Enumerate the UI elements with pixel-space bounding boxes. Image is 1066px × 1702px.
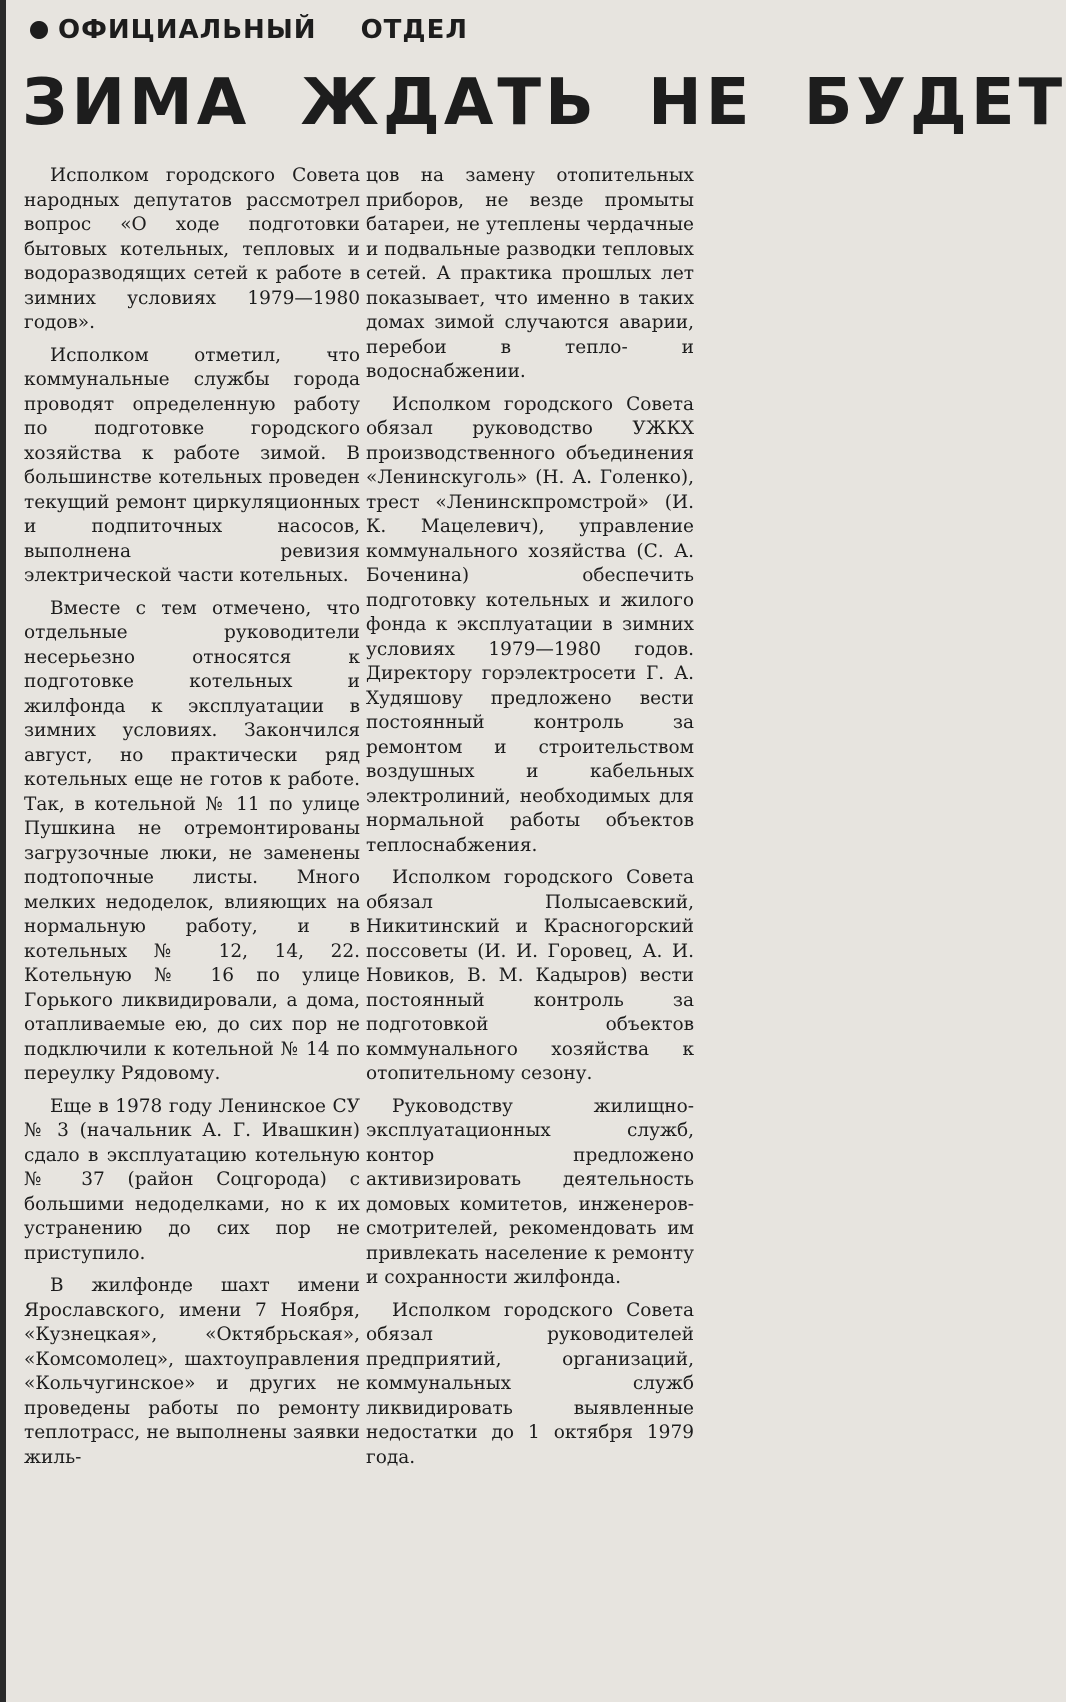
paragraph: Исполком городского Совета народных депутатов рассмотрел вопрос «О ходе подготовки бытовых котельных, тепловых и водоразводящих сетей к работе в зимних условиях 1979—1980 годов». <box>24 165 360 333</box>
paragraph: В жилфонде шахт имени Ярославского, имени 7 Ноября, «Кузнецкая», «Октябрьская», «Комсомолец», шахтоуправления «Кольчугинское» и других не проведены работы по ремонту теплотрасс, не выполнены заявки жиль- <box>24 1275 360 1468</box>
headline: ЗИМА ЖДАТЬ НЕ БУДЕТ <box>22 66 1066 140</box>
paragraph: Вместе с тем отмечено, что отдельные руководители несерьезно относятся к подготовке котельных и жилфонда к эксплуатации в зимних условиях. Закончился август, но практически ряд котельных еще не готов к работе. Так, в котельной № 11 по улице Пушкина не отремонтированы загрузочные люки, не заменены подтопочные листы. Много мелких недоделок, влияющих на нормальную работу, и в котельных № 12, 14, 22. Котельную № 16 по улице Горького ликвидировали, а дома, отапливаемые ею, до сих пор не подключили к котельной № 14 по переулку Рядовому. <box>24 597 360 1084</box>
rubric-label: ОФИЦИАЛЬНЫЙ ОТДЕЛ <box>58 15 468 45</box>
paragraph: Исполком городского Совета обязал руководителей предприятий, организаций, коммунальных служб ликвидировать выявленные недостатки до 1 октября 1979 года. <box>366 1299 694 1468</box>
article-column-right <box>366 164 694 1694</box>
paragraph-continued: цов на замену отопительных приборов, не везде промыты батареи, не утеплены чердачные и подвальные разводки тепловых сетей. А практика прошлых лет показывает, что именно в таких домах зимой случаются аварии, перебои в тепло- и водоснабжении. <box>366 165 694 382</box>
left-border-rule <box>0 0 6 1702</box>
rubric-header <box>30 10 468 50</box>
paragraph: Руководству жилищно-эксплуатационных служб, контор предложено активизировать деятельность домовых комитетов, инженеров-смотрителей, рекомендовать им привлекать население к ремонту и сохранности жилфонда. <box>366 1095 694 1288</box>
bullet-icon <box>30 21 48 39</box>
paragraph: Исполком городского Совета обязал руководство УЖКХ производственного объединения «Ленинскуголь» (Н. А. Голенко), трест «Ленинскпромстрой» (И. К. Мацелевич), управление коммунального хозяйства (С. А. Боченина) обеспечить подготовку котельных и жилого фонда к эксплуатации в зимних условиях 1979—1980 годов. Директору горэлектросети Г. А. Худяшову предложено вести постоянный контроль за ремонтом и строительством воздушных и кабельных электролиний, необходимых для нормальной работы объектов теплоснабжения. <box>366 393 694 856</box>
paragraph: Исполком отметил, что коммунальные службы города проводят определенную работу по подготовке городского хозяйства к работе зимой. В большинстве котельных проведен текущий ремонт циркуляционных и подпиточных насосов, выполнена ревизия электрической части котельных. <box>24 344 360 586</box>
paragraph: Исполком городского Совета обязал Полысаевский, Никитинский и Красногорский поссоветы (И. И. Горовец, А. И. Новиков, В. М. Кадыров) вести постоянный контроль за подготовкой объектов коммунального хозяйства к отопительному сезону. <box>366 867 694 1084</box>
paragraph: Еще в 1978 году Ленинское СУ № 3 (начальник А. Г. Ивашкин) сдало в эксплуатацию котельную № 37 (район Соцгорода) с большими недоделками, но к их устранению до сих пор не приступило. <box>24 1095 360 1264</box>
article-column-left <box>24 164 360 1694</box>
